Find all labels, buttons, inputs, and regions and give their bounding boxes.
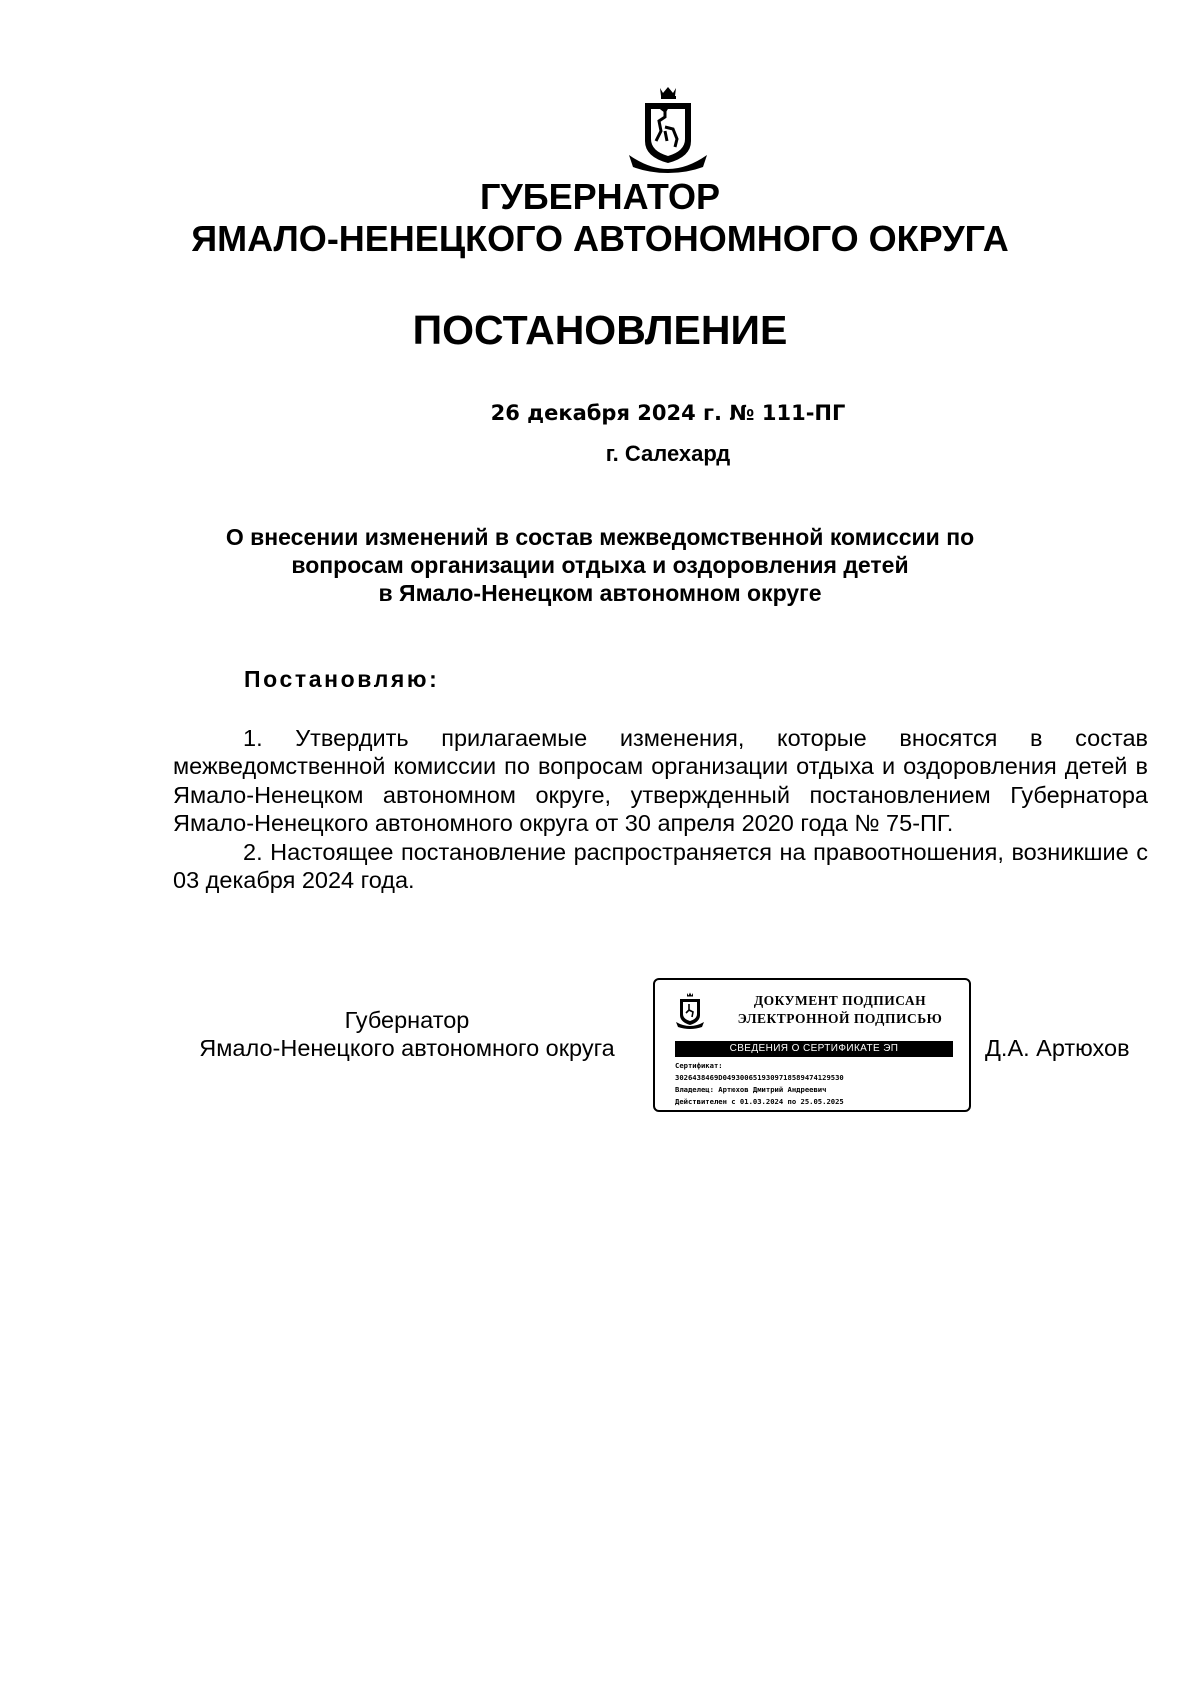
document-title-line-3: в Ямало-Ненецком автономном округе [378, 580, 822, 606]
paragraph-1: 1. Утвердить прилагаемые изменения, которые вносятся в состав межведомственной комиссии по вопросам организации отдыха и оздоровления детей в Ямало-Ненецком автономном округе, утвержденный постановлением Губернатора Ямало-Ненецкого автономного округа от 30 апреля 2020 года № 75-ПГ. [173, 725, 1148, 837]
certificate-label: Сертификат: [675, 1061, 723, 1070]
paragraph-2: 2. Настоящее постановление распространяется на правоотношения, возникшие с 03 декабря 2024 года. [173, 838, 1148, 894]
signatory-name: Д.А. Артюхов [985, 1035, 1130, 1061]
document-type-heading: ПОСТАНОВЛЕНИЕ [412, 307, 788, 353]
stamp-emblem-icon [675, 992, 705, 1030]
stamp-certificate-bar: СВЕДЕНИЯ О СЕРТИФИКАТЕ ЭП [675, 1041, 953, 1057]
signatory-position-line-2: Ямало-Ненецкого автономного округа [199, 1035, 615, 1062]
signatory-position-line-1: Губернатор [344, 1007, 470, 1033]
stamp-title-line-1: ДОКУМЕНТ ПОДПИСАН [753, 993, 927, 1008]
document-title-line-2: вопросам организации отдыха и оздоровления детей [291, 552, 909, 578]
signatory-position [173, 1006, 641, 1063]
authority-line-1: ГУБЕРНАТОР [479, 176, 720, 217]
city: г. Салехард [605, 441, 731, 466]
stamp-certificate-info [675, 1060, 960, 1108]
document-title-line-1: О внесении изменений в состав межведомственной комиссии по [225, 524, 975, 550]
yamal-coat-of-arms-icon [627, 85, 709, 173]
stamp-title-line-2: ЭЛЕКТРОННОЙ ПОДПИСЬЮ [737, 1011, 943, 1026]
certificate-number: 3026438469D0493006519309718589474129530 [675, 1073, 844, 1082]
certificate-validity: Действителен с 01.03.2024 по 25.05.2025 [675, 1097, 844, 1106]
decree-word: Постановляю: [244, 666, 440, 692]
stamp-title [715, 992, 965, 1028]
authority-line-2: ЯМАЛО-НЕНЕЦКОГО АВТОНОМНОГО ОКРУГА [191, 218, 1009, 259]
date-and-number: 26 декабря 2024 г. № 111-ПГ [490, 401, 846, 425]
document-body [173, 724, 1148, 894]
electronic-signature-stamp [653, 978, 971, 1112]
certificate-owner: Владелец: Артюхов Дмитрий Андреевич [675, 1085, 827, 1094]
